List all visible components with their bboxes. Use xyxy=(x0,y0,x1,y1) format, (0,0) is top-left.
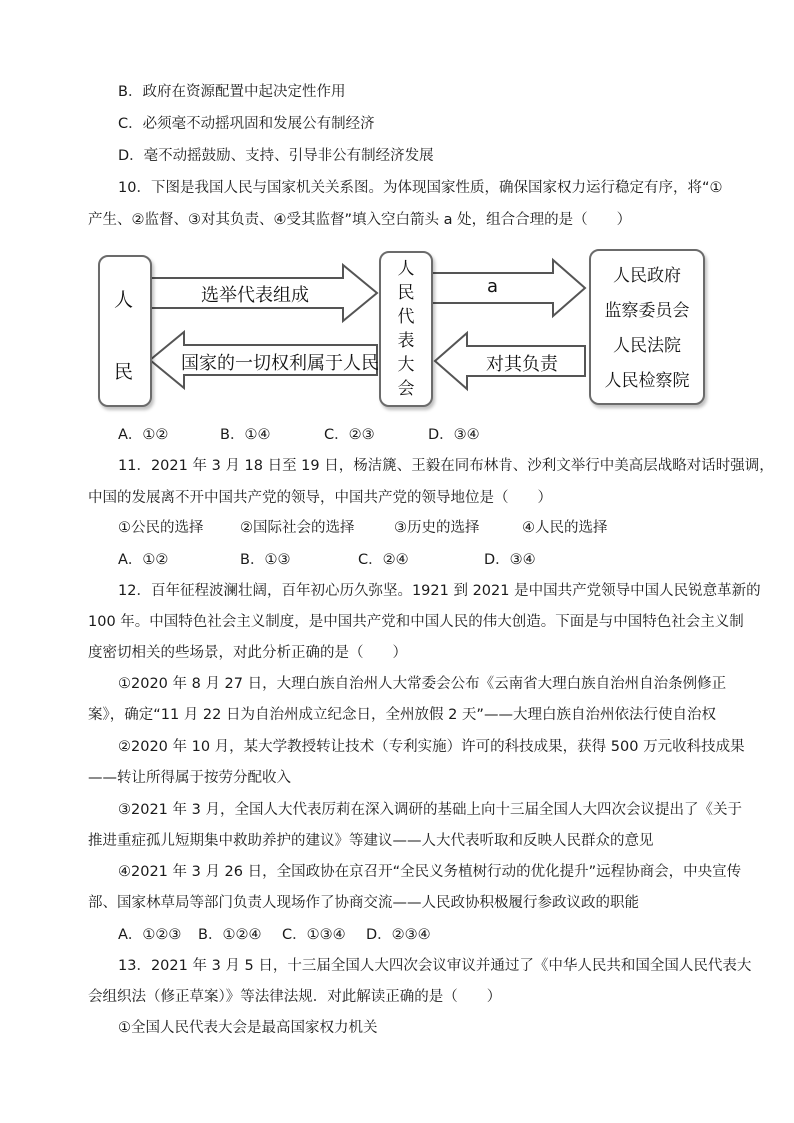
arrow-power-label: 国家的一切权利属于人民 xyxy=(181,353,379,374)
organ-government: 人民政府 xyxy=(613,266,681,286)
q11-option-c: C．②④ xyxy=(358,552,409,568)
arrow-resp-label: 对其负责 xyxy=(486,354,558,375)
q12-scene-1-line-2: 案》，确定“11 月 22 日为自治州成立纪念日，全州放假 2 天”——大理白族自治州依法行使自治权 xyxy=(88,707,716,723)
q12-stem-line-3: 度密切相关的些场景，对此分析正确的是（ ） xyxy=(88,645,407,661)
q10-stem-line-2: 产生、②监督、③对其负责、④受其监督”填入空白箭头 a 处，组合合理的是（ ） xyxy=(88,212,632,228)
q12-scene-2-line-1: ②2020 年 10 月，某大学教授转让技术（专利实施）许可的科技成果，获得 500 万元收科技成果 xyxy=(118,739,745,755)
q11-item-4: ④人民的选择 xyxy=(522,520,608,536)
q13-stem-line-2: 会组织法（修正草案）》等法律法规．对此解读正确的是（ ） xyxy=(88,989,502,1005)
npc-box xyxy=(379,251,433,407)
npc-char: 代 xyxy=(397,307,415,327)
q10-option-d: D．③④ xyxy=(428,427,480,443)
q12-option-c: C．①③④ xyxy=(282,927,346,943)
arrow-a xyxy=(432,260,585,316)
arrow-a-label: a xyxy=(487,276,499,297)
organ-supervision: 监察委员会 xyxy=(604,301,690,321)
q12-option-a: A．①②③ xyxy=(118,927,182,943)
q9-option-d: D．毫不动摇鼓励、支持、引导非公有制经济发展 xyxy=(118,148,434,164)
npc-char: 会 xyxy=(397,379,415,399)
q12-stem-line-2: 100 年。中国特色社会主义制度，是中国共产党和中国人民的伟大创造。下面是与中国特色社会主义制 xyxy=(88,614,744,630)
organ-procuratorate: 人民检察院 xyxy=(604,371,690,391)
q13-item-1: ①全国人民代表大会是最高国家权力机关 xyxy=(118,1020,378,1036)
organ-court: 人民法院 xyxy=(613,336,681,356)
people-char-2: 民 xyxy=(114,361,134,383)
q12-option-b: B．①②④ xyxy=(198,927,262,943)
q9-option-b: B．政府在资源配置中起决定性作用 xyxy=(118,84,346,100)
arrow-elect-label: 选举代表组成 xyxy=(201,285,309,306)
q10-option-a: A．①② xyxy=(118,427,169,443)
q11-option-a: A．①② xyxy=(118,552,169,568)
npc-char: 民 xyxy=(397,283,415,303)
q11-stem-line-2: 中国的发展离不开中国共产党的领导，中国共产党的领导地位是（ ） xyxy=(88,490,552,506)
q10-option-b: B．①④ xyxy=(220,427,271,443)
q11-stem-line-1: 11．2021 年 3 月 18 日至 19 日，杨洁篪、王毅在同布林肯、沙利文举行中美高层战略对话时强调， xyxy=(118,458,774,474)
npc-char: 表 xyxy=(397,331,415,351)
npc-char: 人 xyxy=(397,259,415,279)
q12-scene-4-line-2: 部、国家林草局等部门负责人现场作了协商交流——人民政协积极履行参政议政的职能 xyxy=(88,895,639,911)
npc-char: 大 xyxy=(397,355,415,375)
q13-stem-line-1: 13．2021 年 3 月 5 日，十三届全国人大四次会议审议并通过了《中华人民共和国全国人民代表大 xyxy=(118,958,752,974)
q12-scene-3-line-2: 推进重症孤儿短期集中救助养护的建议》等建议——人大代表听取和反映人民群众的意见 xyxy=(88,833,654,849)
people-char-1: 人 xyxy=(114,289,134,311)
q9-option-c: C．必须毫不动摇巩固和发展公有制经济 xyxy=(118,116,375,132)
q12-scene-1-line-1: ①2020 年 8 月 27 日，大理白族自治州人大常委会公布《云南省大理白族自治州自治条例修正 xyxy=(118,676,727,692)
state-organs-box xyxy=(589,249,705,405)
q11-item-3: ③历史的选择 xyxy=(394,520,480,536)
q12-scene-4-line-1: ④2021 年 3 月 26 日，全国政协在京召开“全民义务植树行动的优化提升”远程协商会，中央宣传 xyxy=(118,864,742,880)
q11-item-2: ②国际社会的选择 xyxy=(240,520,355,536)
q12-scene-2-line-2: ——转让所得属于按劳分配收入 xyxy=(88,770,291,786)
q12-scene-3-line-1: ③2021 年 3 月，全国人大代表厉莉在深入调研的基础上向十三届全国人大四次会议提出了《关于 xyxy=(118,802,742,818)
q11-option-d: D．③④ xyxy=(484,552,536,568)
q12-stem-line-1: 12．百年征程波澜壮阔，百年初心历久弥坚。1921 到 2021 是中国共产党领导中国人民锐意革新的 xyxy=(118,583,761,599)
q11-option-b: B．①③ xyxy=(240,552,291,568)
relationship-diagram xyxy=(95,243,707,411)
q10-stem-line-1: 10．下图是我国人民与国家机关关系图。为体现国家性质，确保国家权力运行稳定有序，将“① xyxy=(118,180,723,196)
people-box xyxy=(98,255,152,407)
q10-option-c: C．②③ xyxy=(324,427,375,443)
q11-item-1: ①公民的选择 xyxy=(118,520,204,536)
q12-option-d: D．②③④ xyxy=(366,927,431,943)
